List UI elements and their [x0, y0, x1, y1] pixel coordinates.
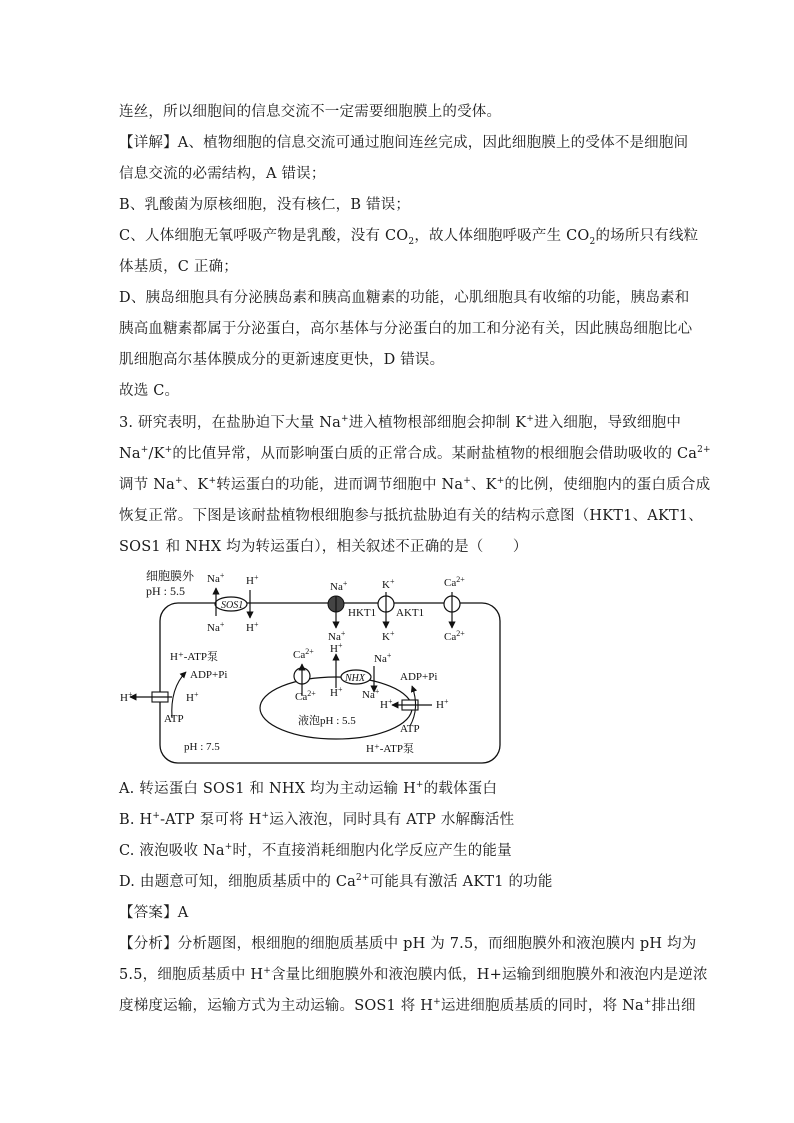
question-line — [119, 444, 711, 464]
question-line — [119, 537, 679, 557]
na-text: Na — [330, 581, 343, 593]
option-d — [119, 872, 679, 892]
ca-text: Ca — [295, 691, 308, 703]
na-text: Na — [207, 573, 220, 585]
superscript: + — [224, 842, 233, 853]
text-span: 恢复正常。下图是该耐盐植物根细胞参与抵抗盐胁迫有关的结构示意图（HKT1、AKT1、 — [119, 508, 703, 524]
na-label — [374, 651, 392, 665]
plus-sup: + — [340, 629, 346, 638]
h-label — [120, 690, 133, 704]
text-span: 运进细胞质基质的同时，将 Na — [440, 998, 644, 1014]
atp-label: ATP — [164, 713, 184, 725]
option-a — [119, 779, 679, 799]
h-label — [436, 697, 449, 711]
text-span: 的比值异常，从而影响蛋白质的正常合成。某耐盐植物的根细胞会借助吸收的 Ca — [172, 446, 698, 462]
text-span: ，故人体细胞呼吸产生 CO — [414, 228, 590, 244]
plus-sup: + — [253, 573, 259, 582]
pump-label: H⁺-ATP泵 — [170, 651, 218, 663]
outside-label: 细胞膜外 — [146, 569, 195, 583]
nhx-label: NHX — [345, 673, 365, 684]
plus-sup: + — [387, 697, 393, 706]
na-label — [330, 579, 348, 593]
sos1-label: SOS1 — [221, 600, 244, 611]
plus-sup: + — [219, 620, 225, 629]
adp-label: ADP+Pi — [190, 669, 228, 681]
text-span: A. 转运蛋白 SOS1 和 NHX 均为主动运输 H — [119, 781, 416, 797]
h-label — [246, 620, 259, 634]
superscript: + — [415, 780, 424, 791]
superscript: 2+ — [355, 873, 370, 884]
text-span: 故选 C。 — [119, 383, 180, 399]
text-span: 5.5，细胞质基质中 H — [119, 967, 264, 983]
ca-label — [293, 647, 314, 661]
text-line — [119, 288, 690, 308]
plus-sup: + — [193, 690, 199, 699]
ca-label — [295, 689, 316, 703]
text-span: D. 由题意可知，细胞质基质中的 Ca — [119, 874, 356, 890]
text-span: 的场所只有线粒 — [595, 228, 699, 244]
ca-text: Ca — [444, 631, 457, 643]
k-label — [382, 577, 395, 591]
cell-structure-diagram — [112, 568, 512, 772]
h-text: H — [330, 643, 338, 655]
h-text: H — [120, 692, 128, 704]
ca-label — [444, 629, 465, 643]
na-label — [362, 687, 380, 701]
text-span: C、人体细胞无氧呼吸产物是乳酸，没有 CO — [119, 228, 409, 244]
plus-sup: + — [253, 620, 259, 629]
text-span: 、K — [182, 477, 209, 493]
na-text: Na — [374, 653, 387, 665]
analysis-line — [119, 934, 697, 954]
text-line — [119, 319, 693, 339]
na-text: Na — [207, 622, 220, 634]
question-line — [119, 506, 703, 526]
text-line — [119, 195, 679, 215]
superscript: + — [140, 445, 149, 456]
ca-text: Ca — [293, 649, 306, 661]
twoplus-sup: 2+ — [305, 647, 314, 656]
plus-sup: + — [219, 571, 225, 580]
text-line — [119, 133, 689, 153]
superscript: 2+ — [697, 445, 711, 456]
question-line — [119, 475, 711, 495]
text-span: 肌细胞高尔基体膜成分的更新速度更快，D 错误。 — [119, 352, 445, 368]
h-text: H — [186, 692, 194, 704]
superscript: + — [496, 476, 505, 487]
hkt1-label: HKT1 — [348, 607, 377, 619]
h-text: H — [246, 622, 254, 634]
superscript: + — [263, 966, 271, 977]
superscript: + — [433, 997, 441, 1008]
plus-sup: + — [337, 641, 343, 650]
na-label — [328, 629, 346, 643]
text-span: 调节 Na — [119, 477, 175, 493]
answer-line — [119, 903, 679, 923]
text-line — [119, 350, 679, 370]
superscript: + — [340, 414, 349, 425]
text-span: 运入液泡，同时具有 ATP 水解酶活性 — [269, 812, 515, 828]
text-span: 的载体蛋白 — [423, 781, 498, 797]
plus-sup: + — [127, 690, 133, 699]
subscript: 2 — [589, 236, 596, 247]
h-text: H — [436, 699, 444, 711]
h-label — [380, 697, 393, 711]
superscript: + — [208, 476, 217, 487]
adp-label: ADP+Pi — [400, 671, 438, 683]
text-span: 转运蛋白的功能，进而调节细胞中 Na — [216, 477, 464, 493]
text-span: 进入细胞，导致细胞中 — [534, 415, 682, 431]
h-label — [330, 641, 343, 655]
vacuole-pump-label: H⁺-ATP泵 — [366, 743, 414, 755]
subscript: 2 — [408, 236, 415, 247]
outside-ph-label: pH : 5.5 — [146, 584, 185, 598]
na-label — [207, 571, 225, 585]
twoplus-sup: 2+ — [456, 629, 465, 638]
ca-text: Ca — [444, 577, 457, 589]
h-label — [186, 690, 199, 704]
superscript: + — [174, 476, 183, 487]
superscript: + — [152, 811, 161, 822]
text-span: Na — [119, 446, 141, 462]
h-label — [330, 685, 343, 699]
na-label — [207, 620, 225, 634]
superscript: + — [463, 476, 471, 487]
k-text: K — [382, 579, 390, 591]
plus-sup: + — [386, 651, 392, 660]
text-span: 信息交流的必需结构，A 错误； — [119, 166, 326, 182]
text-line — [119, 226, 699, 247]
text-span: 进入植物根部细胞会抑制 K — [348, 415, 527, 431]
plus-sup: + — [389, 629, 395, 638]
k-label — [382, 629, 395, 643]
twoplus-sup: 2+ — [307, 689, 316, 698]
superscript: + — [643, 997, 652, 1008]
cytoplasm-ph-label: pH : 7.5 — [184, 741, 220, 753]
plus-sup: + — [337, 685, 343, 694]
ca-label — [444, 575, 465, 589]
na-text: Na — [328, 631, 341, 643]
text-span: /K — [148, 446, 165, 462]
h-label — [246, 573, 259, 587]
text-span: 度梯度运输，运输方式为主动运输。SOS1 将 H — [119, 998, 434, 1014]
plus-sup: + — [342, 579, 348, 588]
text-span: SOS1 和 NHX 均为转运蛋白），相关叙述不正确的是（ ） — [119, 539, 528, 555]
vacuole-ph-label: 液泡pH : 5.5 — [298, 715, 356, 727]
analysis-line — [119, 965, 708, 985]
text-line — [119, 257, 679, 277]
k-text: K — [382, 631, 390, 643]
text-span: 可能具有激活 AKT1 的功能 — [369, 874, 553, 890]
analysis-line — [119, 996, 696, 1016]
atp-hydrolysis-arrow — [172, 672, 186, 718]
text-span: C. 液泡吸收 Na — [119, 843, 225, 859]
text-span: 时，不直接消耗细胞内化学反应产生的能量 — [232, 843, 512, 859]
option-b — [119, 810, 679, 830]
text-span: 【详解】A、植物细胞的信息交流可通过胞间连丝完成，因此细胞膜上的受体不是细胞间 — [119, 135, 689, 151]
superscript: + — [526, 414, 535, 425]
atp-label: ATP — [400, 723, 420, 735]
text-line — [119, 102, 679, 122]
h-text: H — [330, 687, 338, 699]
text-span: 体基质，C 正确； — [119, 259, 239, 275]
text-line — [119, 164, 679, 184]
akt1-label: AKT1 — [396, 607, 425, 619]
text-line — [119, 381, 679, 401]
text-span: 的比例，使细胞内的蛋白质合成 — [504, 477, 711, 493]
text-span: 、K — [470, 477, 497, 493]
twoplus-sup: 2+ — [456, 575, 465, 584]
plus-sup: + — [443, 697, 449, 706]
h-text: H — [380, 699, 388, 711]
text-span: 连丝，所以细胞间的信息交流不一定需要细胞膜上的受体。 — [119, 104, 502, 120]
text-span: 3. 研究表明，在盐胁迫下大量 Na — [119, 415, 341, 431]
text-span: 【答案】A — [119, 905, 189, 921]
text-span: 排出细 — [651, 998, 696, 1014]
text-span: B. H — [119, 812, 153, 828]
text-span: B、乳酸菌为原核细胞，没有核仁，B 错误； — [119, 197, 411, 213]
text-span: 【分析】分析题图，根细胞的细胞质基质中 pH 为 7.5，而细胞膜外和液泡膜内 pH 均为 — [119, 936, 697, 952]
text-span: -ATP 泵可将 H — [160, 812, 262, 828]
text-span: 含量比细胞膜外和液泡膜内低，H+运输到细胞膜外和液泡内是逆浓 — [270, 967, 708, 983]
h-text: H — [246, 575, 254, 587]
question-line — [119, 413, 682, 433]
superscript: + — [261, 811, 270, 822]
text-span: D、胰岛细胞具有分泌胰岛素和胰高血糖素的功能，心肌细胞具有收缩的功能，胰岛素和 — [119, 290, 690, 306]
superscript: + — [164, 445, 173, 456]
plus-sup: + — [389, 577, 395, 586]
plus-sup: + — [374, 687, 380, 696]
na-text: Na — [362, 689, 375, 701]
text-span: 胰高血糖素都属于分泌蛋白，高尔基体与分泌蛋白的加工和分泌有关，因此胰岛细胞比心 — [119, 321, 693, 337]
option-c — [119, 841, 679, 861]
